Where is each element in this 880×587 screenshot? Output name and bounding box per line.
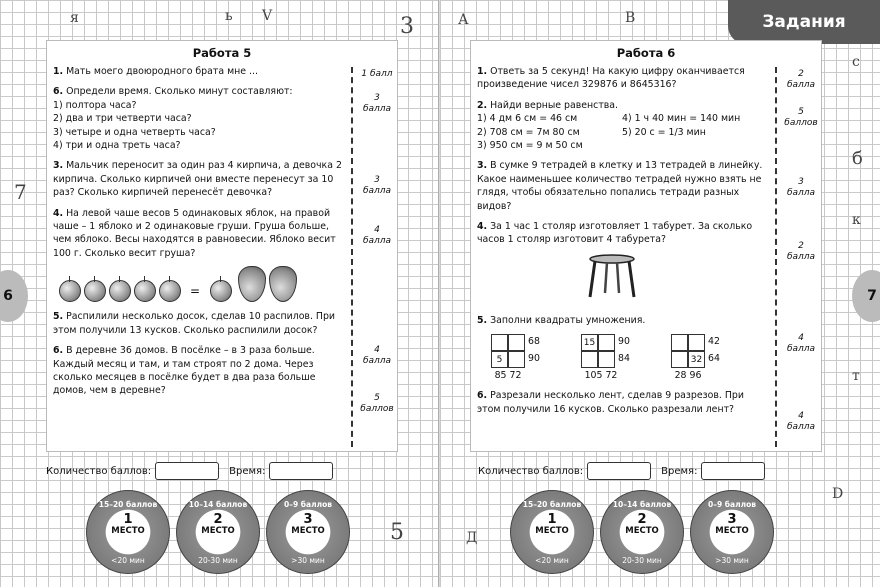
medal-time: >30 мин	[291, 556, 325, 565]
page-number: 6	[0, 270, 28, 322]
medal-second	[600, 490, 684, 574]
time-input-box[interactable]	[269, 462, 333, 480]
doodle-letter: А	[458, 12, 469, 28]
task-item	[477, 159, 767, 213]
square-cell[interactable]	[671, 334, 688, 351]
medal-score-range: 15–20 баллов	[522, 500, 582, 509]
task-subitem: 2) два и три четверти часа?	[53, 113, 192, 125]
task-number: 3.	[477, 160, 488, 172]
medal-time: 20-30 мин	[198, 556, 238, 565]
time-label: Время:	[661, 465, 698, 477]
apple-icon	[109, 280, 131, 302]
task-item	[477, 389, 767, 416]
dashed-divider	[775, 67, 777, 447]
medal-word: МЕСТО	[625, 526, 659, 536]
medal-word: МЕСТО	[201, 526, 235, 536]
task-points: 3 балла	[786, 177, 816, 198]
square-cell[interactable]	[598, 351, 615, 368]
square-cell[interactable]	[671, 351, 688, 368]
task-text: В деревне 36 домов. В посёлке – в 3 раза больше. Каждый месяц и там, и там строят по 2 дома. Через сколько месяцев в посёлке будет в два раза больше домов, чем в деревне?	[53, 345, 316, 397]
task-number: 2.	[477, 99, 488, 111]
task-text: Мальчик переносит за один раз 4 кирпича, а девочка 2 кирпича. Сколько кирпичей они вместе перенесут за 10 раз? Сколько кирпичей перенесёт девочка?	[53, 160, 342, 199]
doodle-letter: В	[625, 10, 636, 26]
medal-place: 3	[303, 512, 313, 527]
task-number: 6.	[477, 390, 488, 402]
square-cell[interactable]: 5	[491, 351, 508, 368]
medal-place: 3	[727, 512, 737, 527]
task-points: 4 балла	[362, 345, 392, 366]
medal-word: МЕСТО	[111, 526, 145, 536]
equalities-grid	[477, 112, 767, 152]
page-number: 7	[852, 270, 880, 322]
medal-third	[266, 490, 350, 574]
task-subitem: 4) три и одна треть часа?	[53, 140, 181, 152]
doodle-letter: D	[832, 486, 844, 502]
score-label: Количество баллов:	[46, 465, 152, 477]
medal-second	[176, 490, 260, 574]
section-tab: Задания	[728, 0, 880, 44]
score-bar	[46, 462, 343, 480]
score-input-box[interactable]	[587, 462, 651, 480]
square-column-products: 28 96	[674, 369, 702, 381]
task-subitem: 1) полтора часа?	[53, 99, 137, 111]
square-column-products: 85 72	[494, 369, 522, 381]
task-text: Мать моего двоюродного брата мне ...	[66, 66, 258, 77]
square-product: 64	[708, 353, 720, 365]
medal-place: 2	[213, 512, 223, 527]
pear-icon	[238, 266, 266, 302]
multiplication-squares	[491, 334, 767, 382]
time-label: Время:	[229, 465, 266, 477]
medal-time: 20-30 мин	[622, 556, 662, 565]
medal-third	[690, 490, 774, 574]
square-product: 68	[528, 336, 540, 348]
task-points: 2 балла	[786, 241, 816, 262]
task-item	[477, 65, 767, 92]
task-item	[477, 220, 767, 307]
equality-item: 4) 1 ч 40 мин = 140 мин	[622, 113, 741, 125]
task-number: 5.	[477, 315, 488, 327]
task-text: Заполни квадраты умножения.	[490, 315, 646, 327]
task-text: Ответь за 5 секунд! На какую цифру оканчивается произведение чисел 329876 и 8645316?	[477, 66, 745, 91]
equality-item: 1) 4 дм 6 см = 46 см	[477, 113, 578, 125]
multiplication-square	[491, 334, 581, 382]
score-input-box[interactable]	[155, 462, 219, 480]
square-cell[interactable]	[688, 334, 705, 351]
doodle-letter: б	[852, 148, 863, 169]
task-text: На левой чаше весов 5 одинаковых яблок, на правой чаше – 1 яблоко и 2 одинаковые груши. Груша больше, чем яблоко. Весы находятся в равновесии. Яблоко весит 100 г. Сколько весит груша?	[53, 207, 336, 259]
doodle-letter: т	[852, 368, 860, 384]
task-item	[477, 314, 767, 382]
task-points: 5 баллов	[360, 393, 394, 414]
medal-word: МЕСТО	[535, 526, 569, 536]
pear-icon	[269, 266, 297, 302]
square-cell[interactable]	[508, 351, 525, 368]
equality-item: 3) 950 см = 9 м 50 см	[477, 140, 583, 152]
multiplication-square	[581, 334, 671, 382]
medal-score-range: 10–14 баллов	[188, 500, 248, 509]
medal-place: 1	[123, 512, 133, 527]
work-title: Работа 6	[616, 46, 676, 60]
medal-score-range: 0–9 баллов	[708, 500, 756, 509]
medal-time: <20 мин	[535, 556, 569, 565]
medal-time: >30 мин	[715, 556, 749, 565]
task-text: Разрезали несколько лент, сделав 9 разрезов. При этом получили 16 кусков. Сколько разрезали лент?	[477, 390, 744, 415]
doodle-letter: 5	[390, 520, 404, 545]
medal-place: 2	[637, 512, 647, 527]
task-number: 1.	[477, 66, 488, 77]
task-points: 4 балла	[362, 225, 392, 246]
task-points: 3 балла	[362, 175, 392, 196]
work-panel	[46, 40, 398, 452]
task-number: 4.	[53, 207, 64, 219]
square-product: 84	[618, 353, 630, 365]
apple-icon	[159, 280, 181, 302]
square-cell[interactable]	[581, 351, 598, 368]
task-item	[53, 344, 343, 398]
task-item	[53, 65, 343, 78]
task-text: За 1 час 1 столяр изготовляет 1 табурет. За сколько часов 1 столяр изготовит 4 табурета?	[477, 221, 753, 246]
task-number: 6.	[53, 86, 64, 98]
task-subitem: 3) четыре и одна четверть часа?	[53, 126, 216, 138]
task-number: 4.	[477, 221, 488, 233]
task-points: 4 балла	[786, 333, 816, 354]
medal-row	[86, 490, 356, 574]
medal-place: 1	[547, 512, 557, 527]
task-number: 5.	[53, 311, 64, 323]
square-cell[interactable]	[508, 334, 525, 351]
task-list	[53, 65, 343, 405]
task-item	[53, 310, 343, 337]
task-text: В сумке 9 тетрадей в клетку и 13 тетрадей в линейку. Какое наименьшее количество тетрадей нужно взять не глядя, чтобы обязательно попались тетради разных видов?	[477, 160, 763, 212]
task-item	[53, 207, 343, 303]
square-cell[interactable]	[598, 334, 615, 351]
equality-item: 5) 20 с = 1/3 мин	[622, 126, 706, 138]
scale-illustration	[59, 266, 343, 302]
task-points: 3 балла	[362, 93, 392, 114]
doodle-letter: 7	[14, 180, 27, 204]
doodle-letter: я	[70, 10, 79, 26]
task-number: 3.	[53, 160, 64, 172]
stool-icon	[587, 253, 637, 299]
square-column-products: 105 72	[584, 369, 618, 381]
work-panel	[470, 40, 822, 452]
task-item	[53, 85, 343, 152]
task-item	[477, 99, 767, 153]
doodle-letter: ь	[225, 8, 233, 24]
doodle-letter: с	[852, 54, 860, 70]
medal-first	[510, 490, 594, 574]
task-points: 2 балла	[786, 69, 816, 90]
doodle-letter: 3	[400, 14, 414, 39]
equality-item: 2) 708 см = 7м 80 см	[477, 126, 580, 138]
score-bar	[478, 462, 775, 480]
doodle-letter: V	[262, 8, 273, 24]
medal-time: <20 мин	[111, 556, 145, 565]
medal-score-range: 0–9 баллов	[284, 500, 332, 509]
medal-first	[86, 490, 170, 574]
task-text: Распилили несколько досок, сделав 10 распилов. При этом получили 13 кусков. Сколько распилили досок?	[53, 311, 336, 336]
apple-icon	[84, 280, 106, 302]
task-points: 4 балла	[786, 411, 816, 432]
square-cell[interactable]: 15	[581, 334, 598, 351]
square-product: 42	[708, 336, 720, 348]
task-number: 1.	[53, 66, 64, 77]
medal-row	[510, 490, 780, 574]
task-points: 1 балл	[361, 69, 393, 79]
score-label: Количество баллов:	[478, 465, 584, 477]
time-input-box[interactable]	[701, 462, 765, 480]
task-item	[53, 159, 343, 199]
apple-icon	[210, 280, 232, 302]
multiplication-square	[671, 334, 761, 382]
task-points: 5 баллов	[784, 107, 818, 128]
dashed-divider	[351, 67, 353, 447]
medal-word: МЕСТО	[291, 526, 325, 536]
square-cell[interactable]	[491, 334, 508, 351]
task-list	[477, 65, 767, 423]
right-page	[440, 0, 880, 587]
medal-score-range: 10–14 баллов	[612, 500, 672, 509]
equals-sign: =	[190, 283, 201, 298]
apple-icon	[134, 280, 156, 302]
square-product: 90	[528, 353, 540, 365]
square-cell[interactable]: 32	[688, 351, 705, 368]
doodle-letter: к	[852, 212, 861, 228]
task-number: 6.	[53, 345, 64, 357]
task-text: Найди верные равенства.	[490, 99, 619, 111]
medal-word: МЕСТО	[715, 526, 749, 536]
medal-score-range: 15–20 баллов	[98, 500, 158, 509]
task-text: Определи время. Сколько минут составляют:	[66, 86, 293, 98]
doodle-letter: Д	[466, 530, 478, 546]
square-product: 90	[618, 336, 630, 348]
work-title: Работа 5	[192, 46, 252, 60]
apple-icon	[59, 280, 81, 302]
